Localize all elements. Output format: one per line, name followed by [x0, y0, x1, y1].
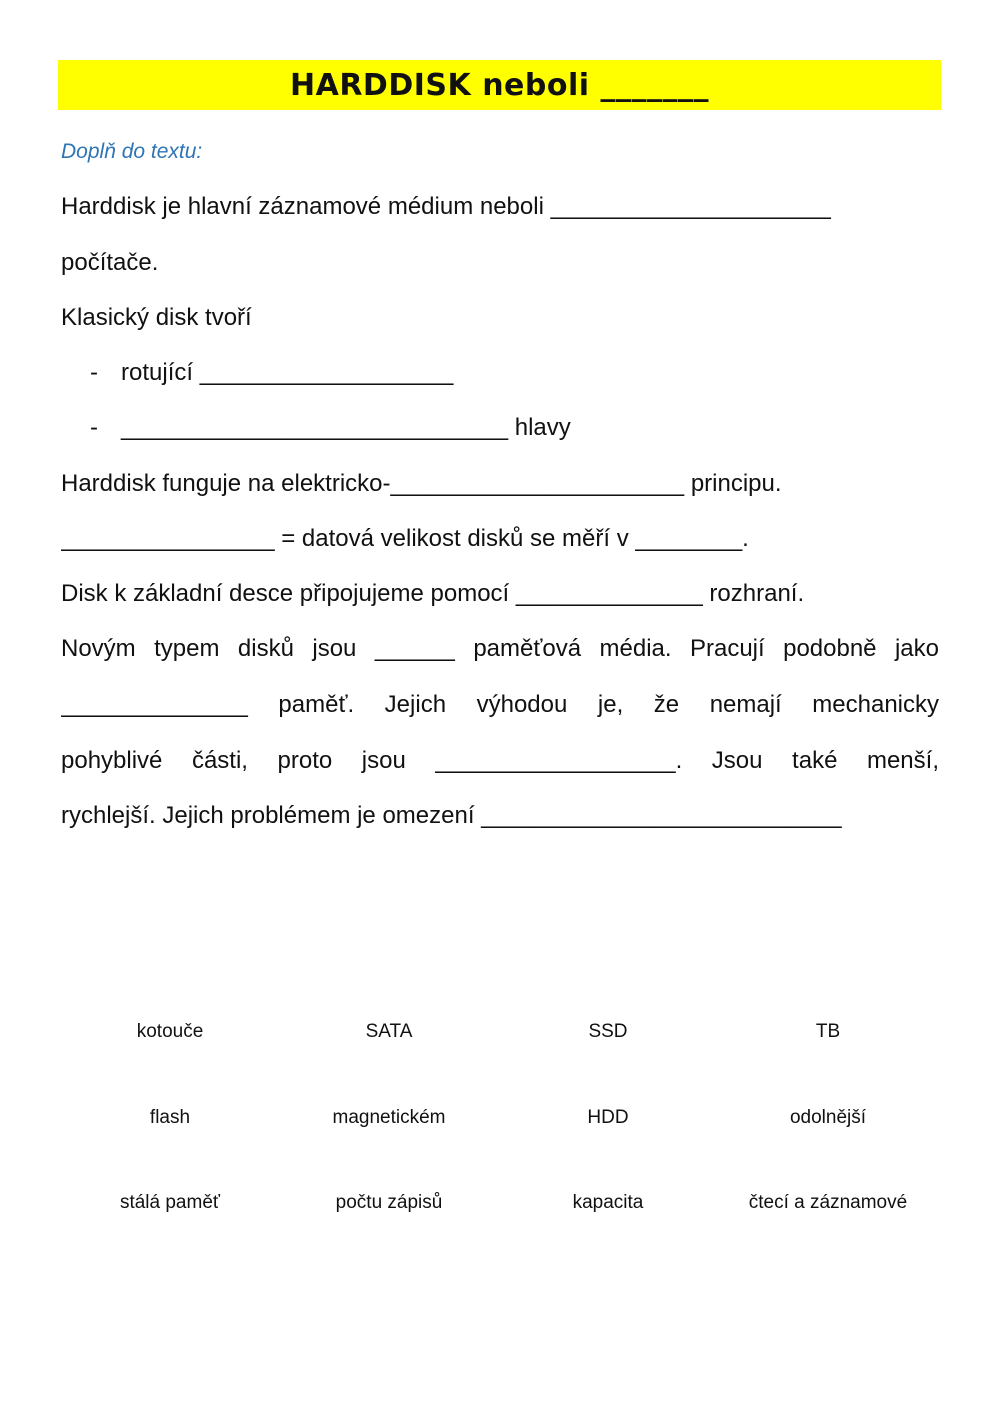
text-line-3: Klasický disk tvoří: [61, 304, 252, 331]
text-line-4: Harddisk funguje na elektricko-______________________ principu.: [61, 470, 782, 497]
word-bank-item[interactable]: TB: [815, 1021, 841, 1042]
bullet-text-2: _____________________________ hlavy: [121, 414, 571, 441]
word-bank-item[interactable]: HDD: [587, 1107, 629, 1128]
word-bank-item[interactable]: magnetickém: [332, 1107, 446, 1128]
word-bank-item[interactable]: SATA: [365, 1021, 413, 1042]
word-bank-item[interactable]: čtecí a záznamové: [748, 1192, 908, 1213]
word-bank-item[interactable]: stálá paměť: [119, 1192, 221, 1213]
bullet-text-1: rotující ___________________: [121, 359, 454, 386]
text-line-2: počítače.: [61, 249, 159, 276]
bullet-dash-2: -: [90, 414, 98, 441]
word-bank-item[interactable]: odolnější: [789, 1107, 867, 1128]
text-line-7: Novým typem disků jsou ______ paměťová média. Pracují podobně jako: [61, 635, 939, 662]
bullet-dash-1: -: [90, 359, 98, 386]
page-title: HARDDISK neboli _______: [290, 68, 709, 103]
text-line-6: Disk k základní desce připojujeme pomocí ______________ rozhraní.: [61, 580, 805, 607]
word-bank-item[interactable]: flash: [149, 1107, 191, 1128]
text-line-10: rychlejší. Jejich problémem je omezení ___________________________: [61, 802, 842, 829]
word-bank-item[interactable]: SSD: [588, 1021, 628, 1042]
word-bank-item[interactable]: kotouče: [136, 1021, 204, 1042]
word-bank-item[interactable]: počtu zápisů: [335, 1192, 443, 1213]
word-bank-item[interactable]: kapacita: [572, 1192, 644, 1213]
title-bar: [58, 60, 941, 110]
text-line-1: Harddisk je hlavní záznamové médium neboli _____________________: [61, 193, 831, 220]
text-line-5: ________________ = datová velikost disků se měří v ________.: [61, 525, 749, 552]
text-line-9: pohyblivé části, proto jsou __________________. Jsou také menší,: [61, 747, 939, 774]
text-line-8: ______________ paměť. Jejich výhodou je, že nemají mechanicky: [61, 691, 939, 718]
instruction-text: Doplň do textu:: [61, 140, 203, 163]
